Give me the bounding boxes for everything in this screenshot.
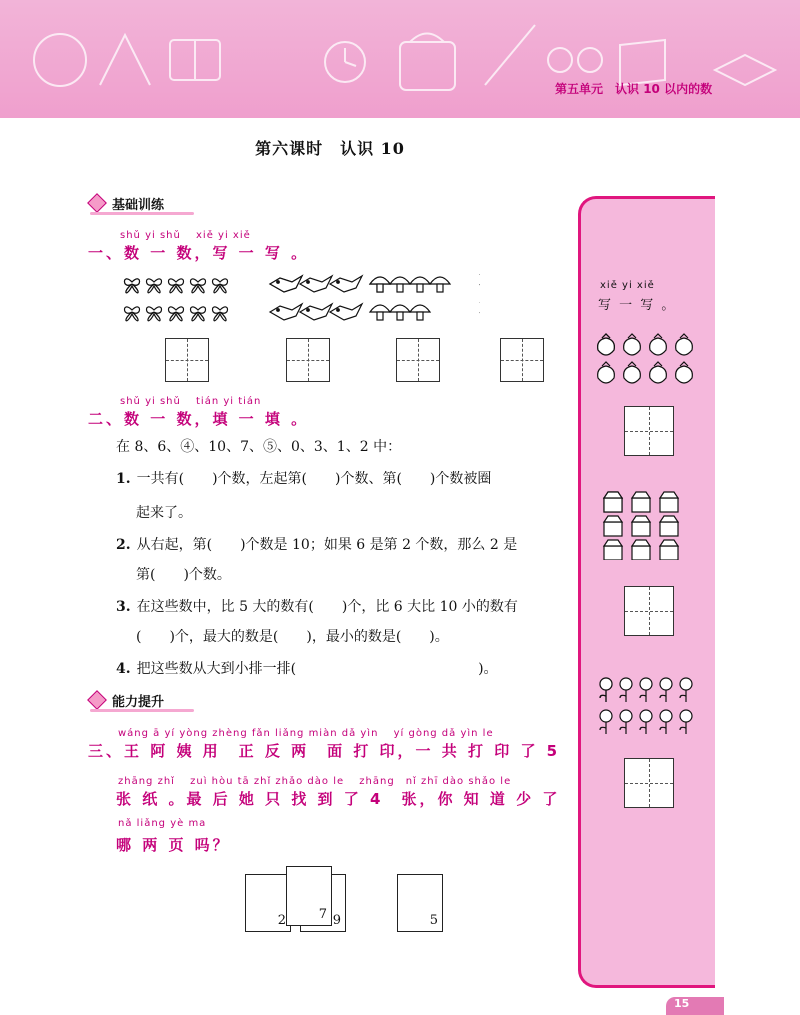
q2-title: 二、数 一 数，填 一 填 。 <box>88 410 310 428</box>
sidebar-answer-box-cakes[interactable] <box>624 586 674 636</box>
answer-box-dragonflies[interactable] <box>500 338 544 382</box>
counting-pictures <box>120 270 480 336</box>
q3-line-1: 三、王 阿 姨 用 正 反 两 面 打 印，一 共 打 印 了 5 <box>88 742 561 760</box>
q2-item-4-line1: 把这些数从大到小排一排( )。 <box>136 661 498 677</box>
q2-item-1-line1: 一共有( )个数，左起第( )个数、第( )个数被圈 <box>136 471 492 487</box>
gem-icon <box>87 193 107 213</box>
sidebar-answer-box-flowers[interactable] <box>624 758 674 808</box>
page-number-label: 9 <box>332 913 341 928</box>
unit-label <box>555 80 724 97</box>
sidebar-answer-box-strawberries[interactable] <box>624 406 674 456</box>
header-banner <box>0 0 800 118</box>
page-number: 15 <box>666 997 724 1015</box>
q1-pinyin: shǔ yi shǔ xiě yi xiě <box>120 230 251 241</box>
q3-pinyin-2: zhāng zhǐ zuì hòu tā zhǐ zhǎo dào le zhāng nǐ zhī dào shǎo le <box>118 776 512 787</box>
gem-icon <box>87 690 107 710</box>
bird-icon-group <box>270 276 362 320</box>
q2-item-2: 2. 从右起，第( )个数是 10；如果 6 是第 2 个数，那么 2 是 <box>116 537 518 553</box>
q1-title: 一、数 一 数，写 一 写 。 <box>88 244 310 262</box>
flower-icon-group <box>596 676 706 746</box>
section-tag-label: 基础训练 <box>112 197 165 213</box>
q2-item-3: 3. 在这些数中，比 5 大的数有( )个，比 6 大比 10 小的数有 <box>116 599 518 615</box>
strawberry-icon-group <box>594 332 704 392</box>
section-tag-label: 能力提升 <box>112 694 165 710</box>
lesson-title: 第六课时 认识 10 <box>255 139 405 158</box>
q3-line-2: 张 纸 。最 后 她 只 找 到 了 4 张，你 知 道 少 了 <box>116 790 561 808</box>
q2-intro: 在 8、6、④、10、7、⑤、0、3、1、2 中： <box>116 439 402 455</box>
sidebar-pinyin: xiě yi xiě <box>600 280 655 291</box>
section-tag-basic <box>90 193 164 213</box>
butterfly-icon-group <box>125 279 228 321</box>
section-tag-advanced <box>90 690 164 710</box>
paper-sheet <box>245 874 291 932</box>
q2-item-1: 1. 一共有( )个数，左起第( )个数、第( )个数被圈 <box>116 471 492 487</box>
school-supplies-illustration <box>0 0 800 118</box>
q2-pinyin: shǔ yi shǔ tián yi tián <box>120 396 262 407</box>
page-number-label: 5 <box>429 913 438 928</box>
sidebar-title: 写 一 写 。 <box>598 298 677 313</box>
cake-icon-group <box>600 490 700 560</box>
q2-item-3-line2: ( )个，最大的数是( )，最小的数是( )。 <box>136 629 449 645</box>
q3-line-3: 哪 两 页 吗？ <box>116 836 231 854</box>
unit-number: 第五单元 <box>555 82 604 96</box>
q2-item-2-line2: 第( )个数。 <box>136 567 231 583</box>
answer-box-mushrooms[interactable] <box>396 338 440 382</box>
page-number-label: 2 <box>277 913 286 928</box>
q2-item-2-line1: 从右起，第( )个数是 10；如果 6 是第 2 个数，那么 2 是 <box>136 537 518 553</box>
q2-item-3-line1: 在这些数中，比 5 大的数有( )个，比 6 大比 10 小的数有 <box>136 599 518 615</box>
paper-sheet <box>286 866 332 926</box>
q3-pinyin-1: wáng ā yí yòng zhèng fǎn liǎng miàn dǎ yìn yí gòng dǎ yìn le <box>118 728 494 739</box>
q2-item-4: 4. 把这些数从大到小排一排( )。 <box>116 661 498 677</box>
answer-box-birds[interactable] <box>286 338 330 382</box>
unit-topic: 认识 10 以内的数 <box>615 82 713 96</box>
q3-pinyin-3: nǎ liǎng yè ma <box>118 818 207 829</box>
q2-item-1-line2: 起来了。 <box>136 505 192 521</box>
answer-box-butterflies[interactable] <box>165 338 209 382</box>
paper-sheet <box>397 874 443 932</box>
page-number-label: 7 <box>318 907 327 922</box>
mushroom-icon-group <box>370 277 450 320</box>
